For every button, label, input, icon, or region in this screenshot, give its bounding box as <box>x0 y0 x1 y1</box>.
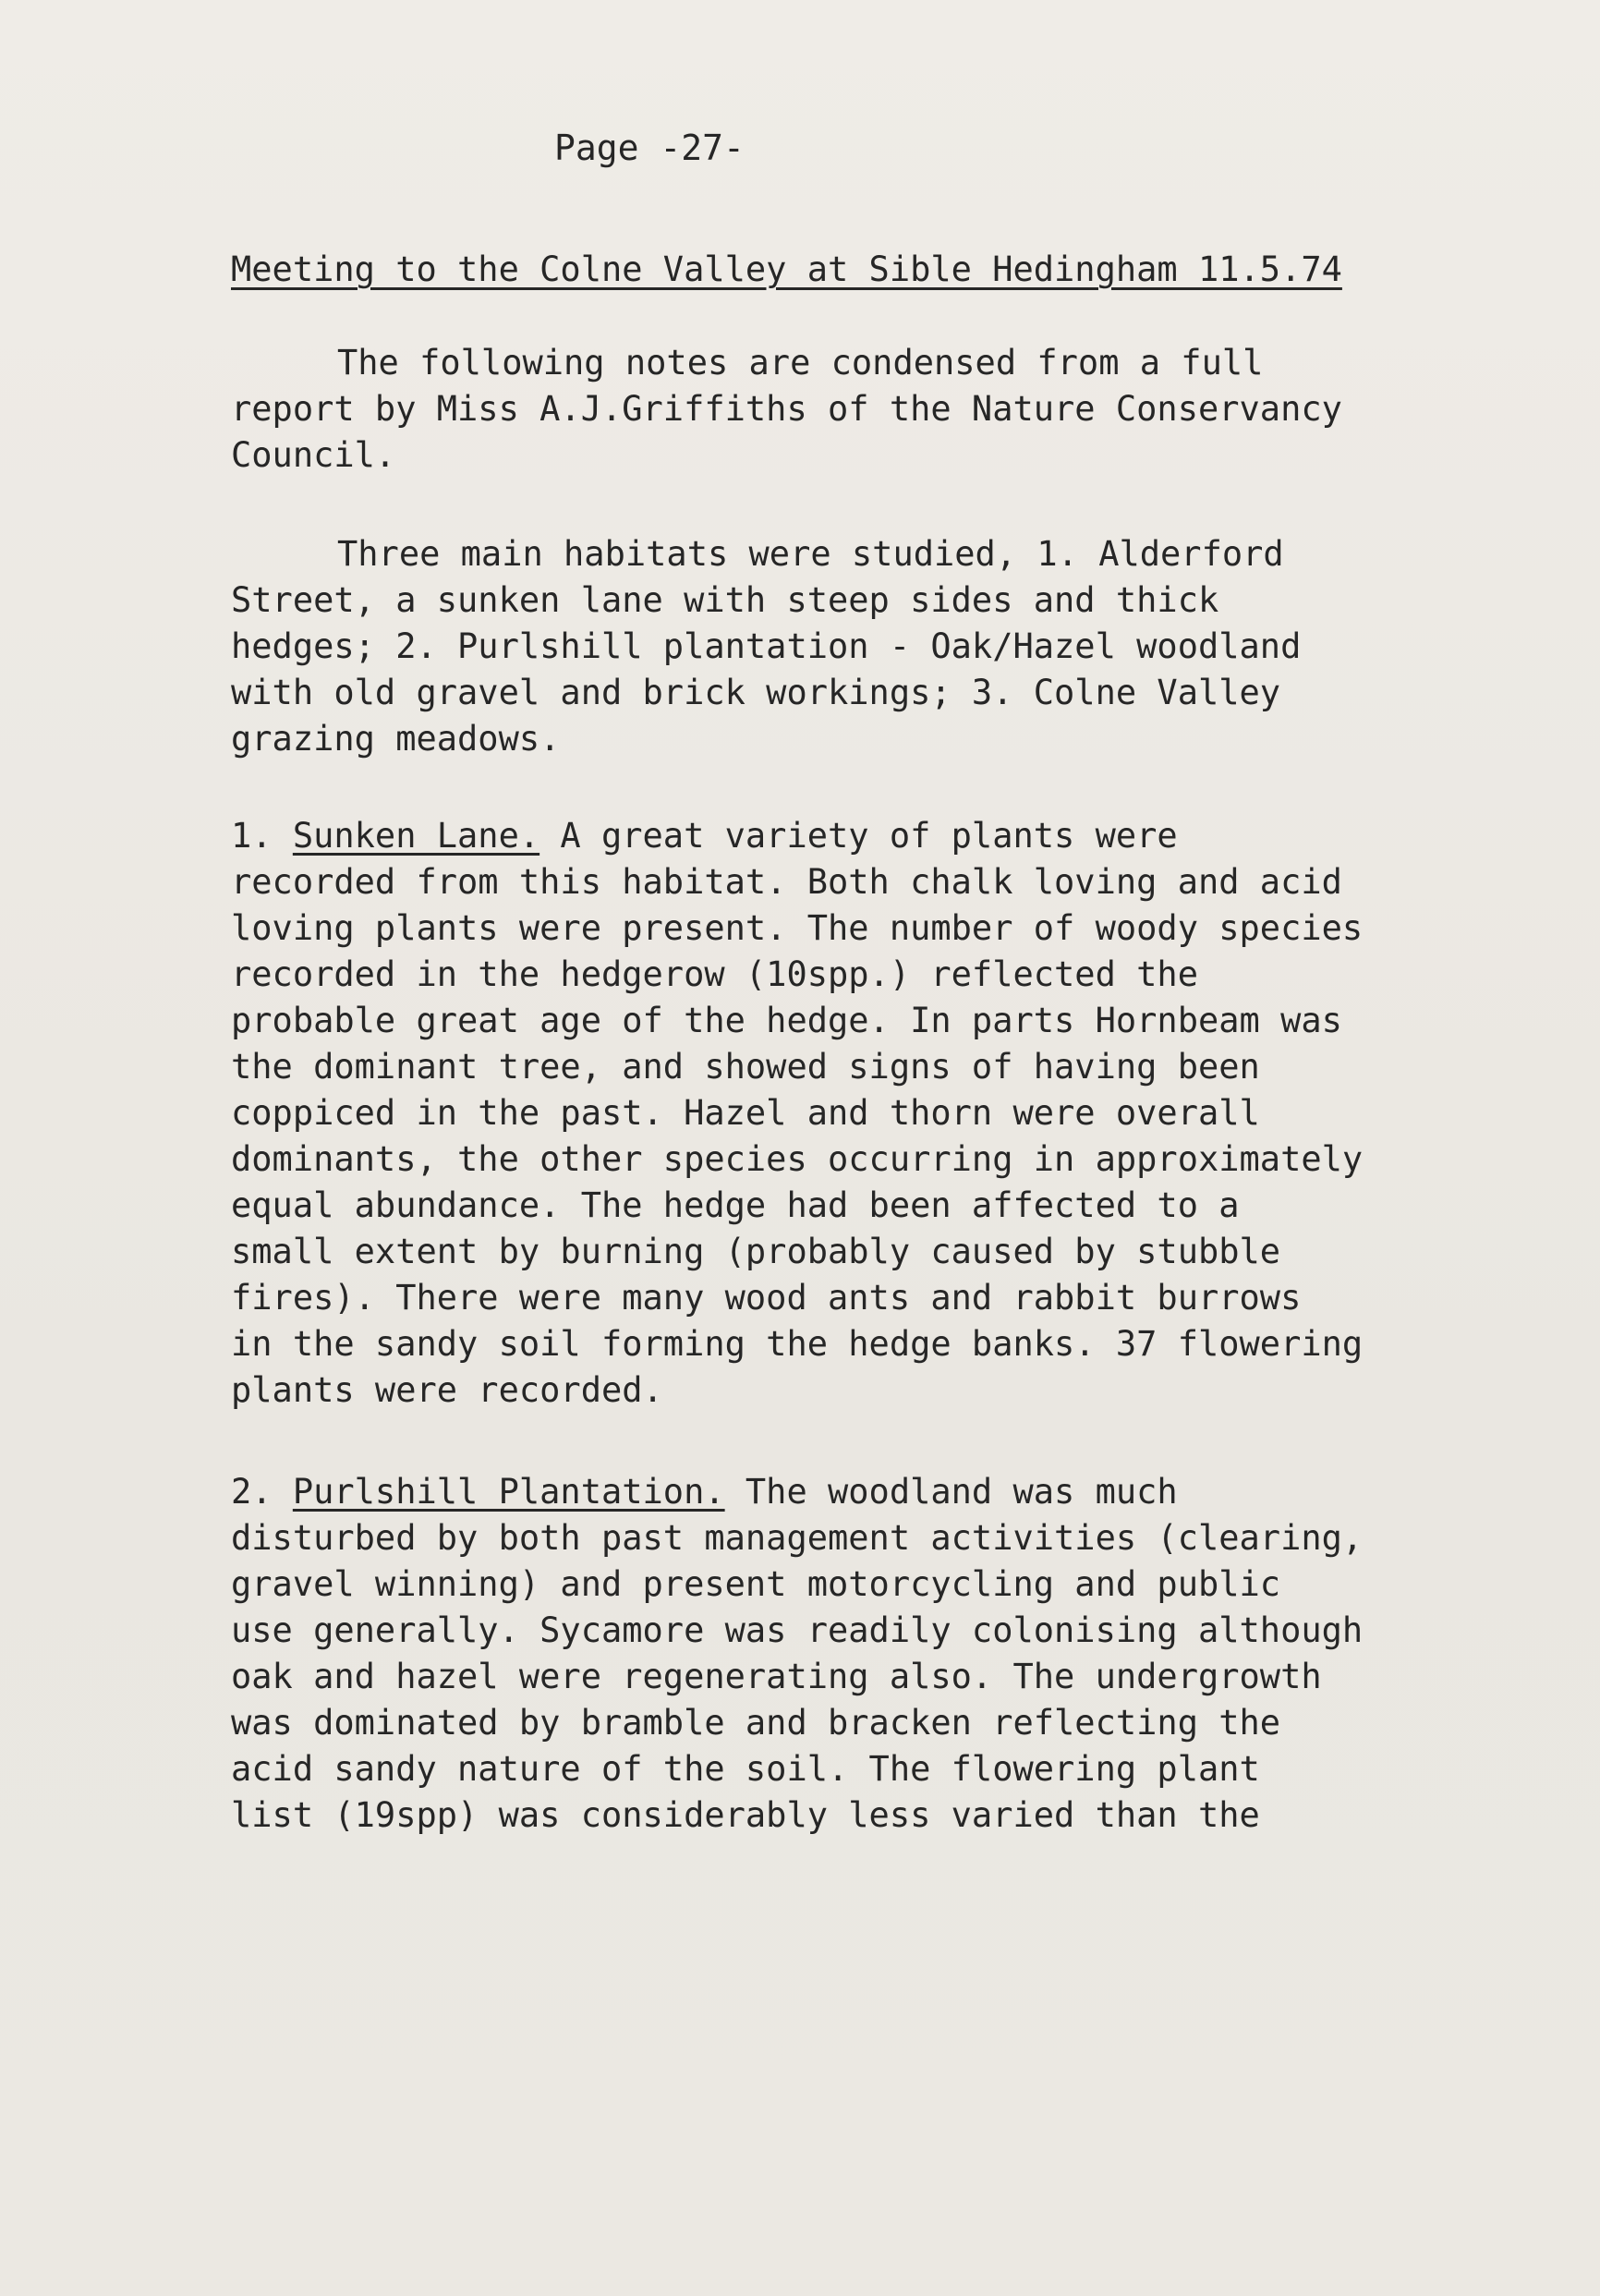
meeting-heading: Meeting to the Colne Valley at Sible Hedingham 11.5.74 <box>231 249 1342 289</box>
text-line: was dominated by bramble and bracken reflecting the <box>231 1703 1281 1743</box>
text-line: Council. <box>231 435 396 475</box>
sunken-lane-first-line <box>231 813 1524 859</box>
habitats-paragraph <box>231 531 1524 762</box>
text-line: Street, a sunken lane with steep sides and thick <box>231 580 1219 620</box>
section-title: Sunken Lane. <box>292 816 540 856</box>
text-line: the dominant tree, and showed signs of having been <box>231 1047 1260 1087</box>
text-line: acid sandy nature of the soil. The flowering plant <box>231 1749 1260 1789</box>
text-line: small extent by burning (probably caused by stubble <box>231 1232 1281 1271</box>
text-line: with old gravel and brick workings; 3. Colne Valley <box>231 673 1281 712</box>
text-line: report by Miss A.J.Griffiths of the Nature Conservancy <box>231 389 1342 429</box>
text-line: coppiced in the past. Hazel and thorn were overall <box>231 1093 1260 1133</box>
text-segment: The woodland was much <box>724 1472 1178 1512</box>
text-line: plants were recorded. <box>231 1370 663 1410</box>
text-line: probable great age of the hedge. In parts Hornbeam was <box>231 1001 1342 1040</box>
text-line: equal abundance. The hedge had been affected to a <box>231 1185 1240 1225</box>
text-line: dominants, the other species occurring in approximately <box>231 1139 1364 1179</box>
text-line: use generally. Sycamore was readily colonising although <box>231 1610 1364 1650</box>
text-line: in the sandy soil forming the hedge banks. 37 flowering <box>231 1324 1364 1364</box>
section-number: 2. <box>231 1472 293 1512</box>
text-line: hedges; 2. Purlshill plantation - Oak/Hazel woodland <box>231 626 1302 666</box>
purlshill-paragraph <box>231 1469 1524 1839</box>
text-line: list (19spp) was considerably less varied than the <box>231 1795 1260 1835</box>
text-segment: A great variety of plants were <box>539 816 1178 856</box>
section-number: 1. <box>231 816 293 856</box>
text-line: disturbed by both past management activities (clearing, <box>231 1518 1364 1558</box>
text-line: loving plants were present. The number of woody species <box>231 908 1364 948</box>
sunken-lane-paragraph <box>231 813 1524 1414</box>
text-line: grazing meadows. <box>231 719 561 759</box>
text-line: Three main habitats were studied, 1. Alderford <box>337 534 1284 574</box>
text-line: fires). There were many wood ants and rabbit burrows <box>231 1278 1302 1318</box>
text-line: gravel winning) and present motorcycling and public <box>231 1564 1281 1604</box>
purlshill-first-line <box>231 1469 1524 1515</box>
intro-paragraph <box>231 340 1524 479</box>
text-line: oak and hazel were regenerating also. The undergrowth <box>231 1657 1322 1696</box>
page-number: Page -27- <box>554 128 745 168</box>
section-title: Purlshill Plantation. <box>292 1472 725 1512</box>
text-line: The following notes are condensed from a full <box>337 343 1264 383</box>
text-line: recorded in the hedgerow (10spp.) reflected the <box>231 954 1198 994</box>
text-line: recorded from this habitat. Both chalk loving and acid <box>231 862 1342 902</box>
